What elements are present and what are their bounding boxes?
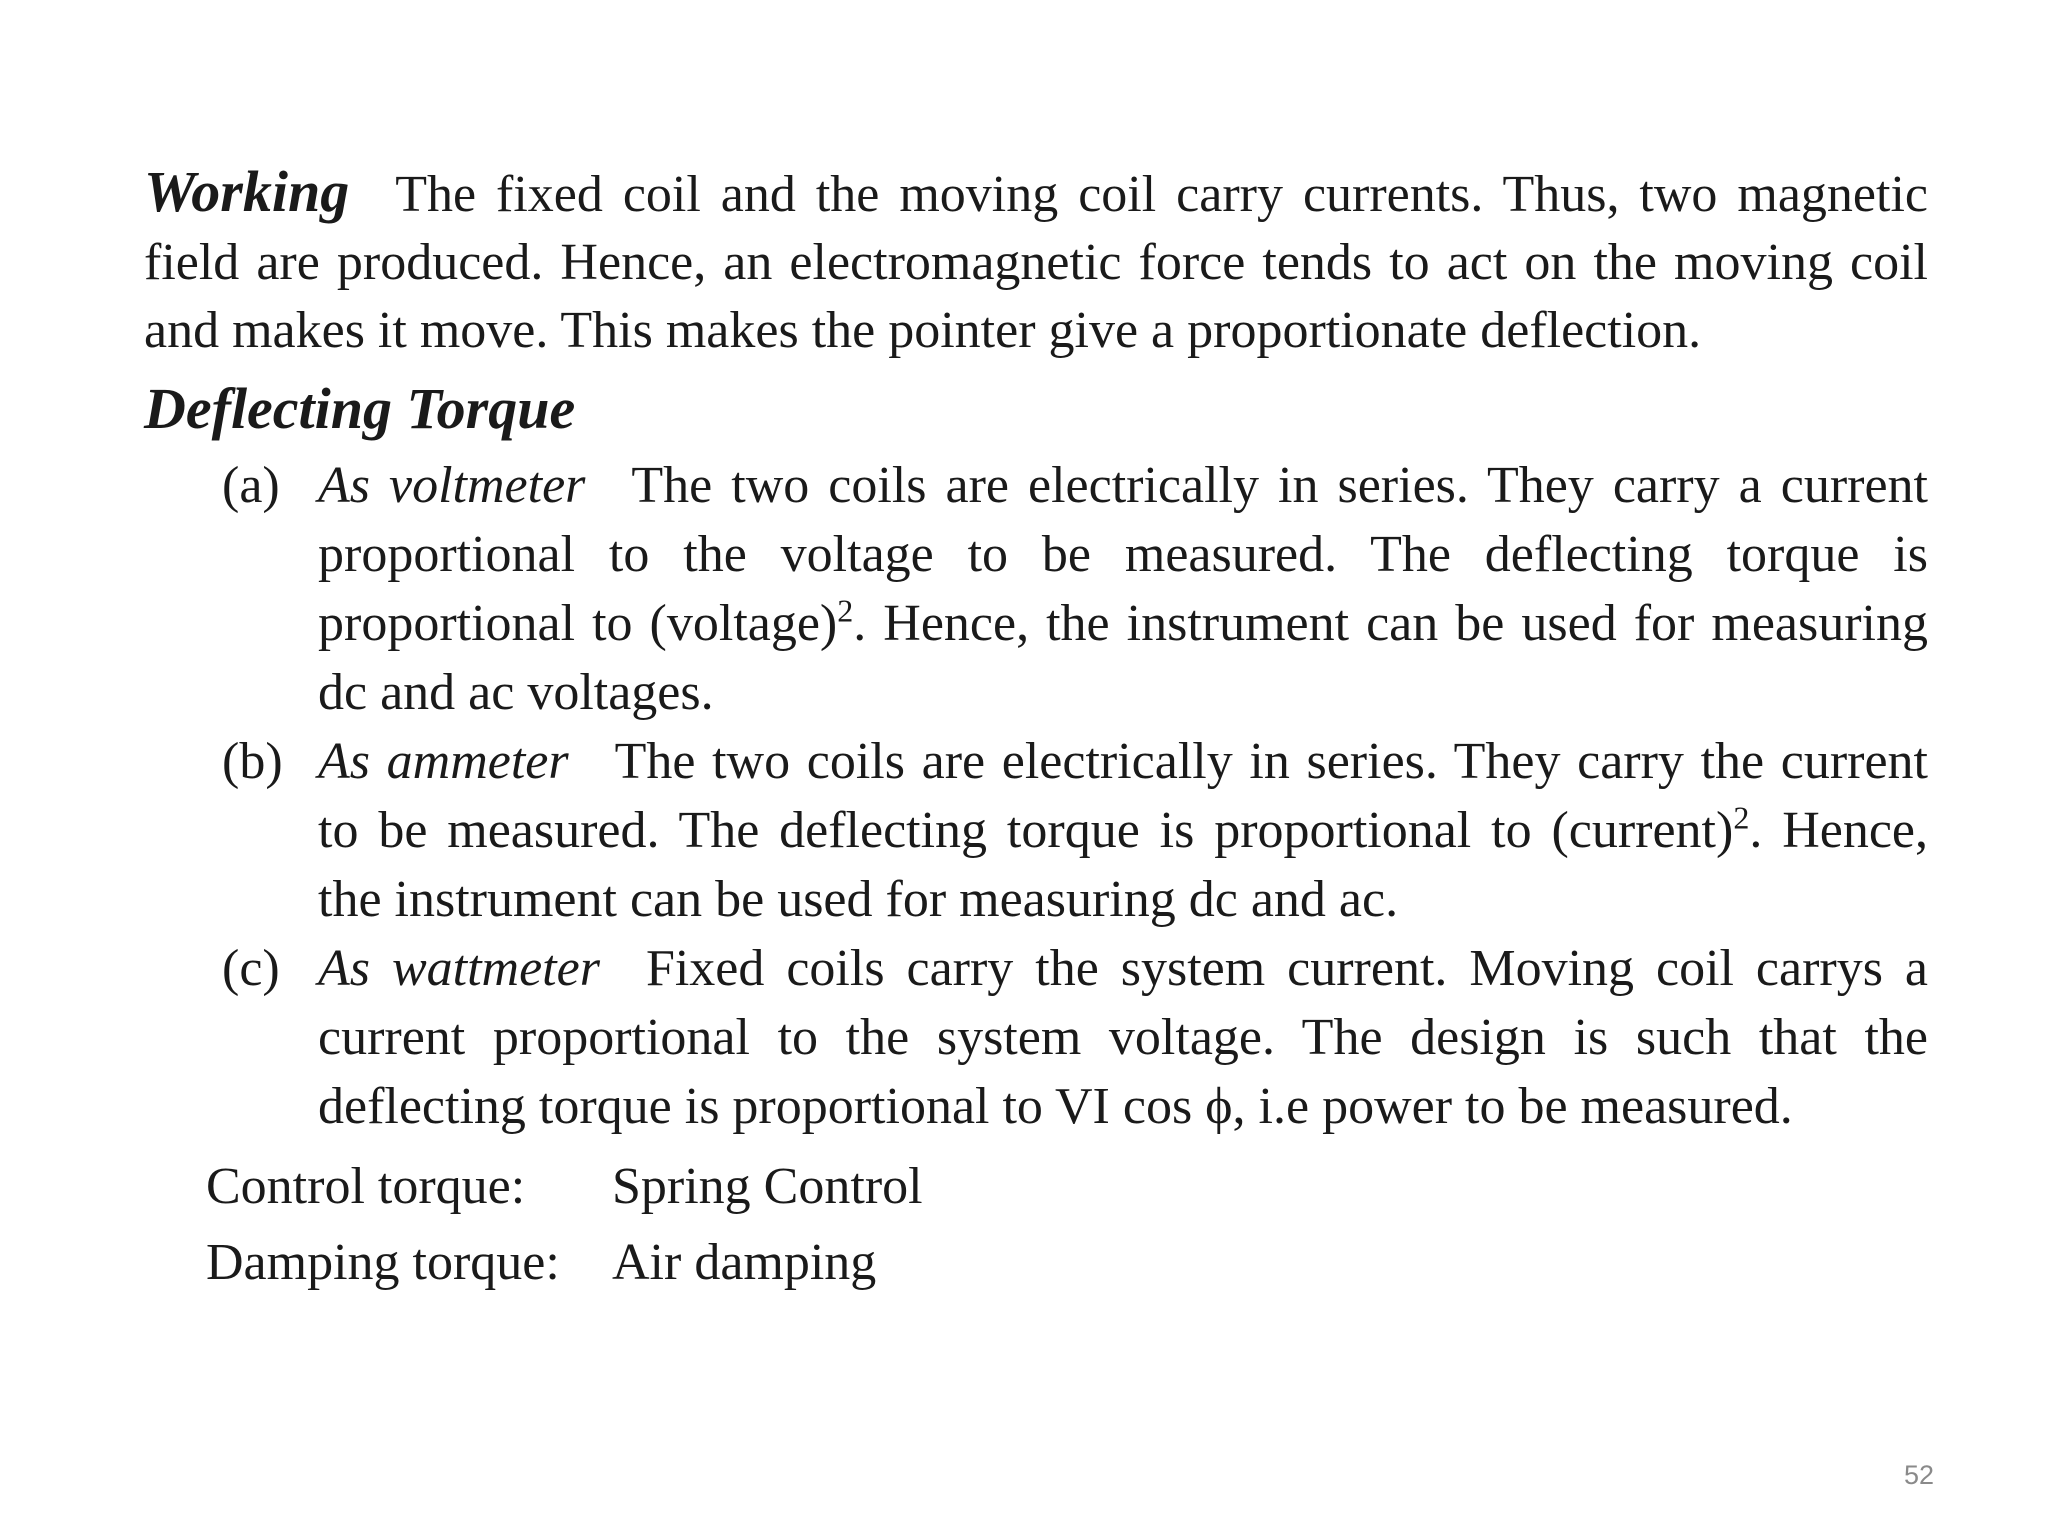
working-text: The fixed coil and the moving coil carry currents. Thus, two magnetic field are produced. Hence, an electromagnetic force tends to act on the moving coil and makes it move. This makes the pointer give a proportionate deflection.: [144, 166, 1928, 359]
damping-torque-label: Damping torque:: [206, 1234, 560, 1291]
deflecting-torque-heading: Deflecting Torque: [144, 376, 576, 441]
list-item-title: As ammeter: [318, 733, 569, 790]
control-torque-row: [206, 1149, 1928, 1225]
list-item-voltmeter: [144, 451, 1928, 727]
list-item-marker: (a): [222, 457, 280, 514]
list-item-text: The two coils are electrically in series. They carry a current proportional to the voltage to be measured. The deflecting torque is proportional to (voltage): [318, 457, 1928, 652]
list-item-title: As wattmeter: [318, 940, 600, 997]
damping-torque-row: [206, 1225, 1928, 1301]
list-item-marker: (c): [222, 940, 280, 997]
working-paragraph: [144, 158, 1928, 365]
list-item-text-continued: . Hence, the instrument can be used for measuring dc and ac voltages.: [318, 595, 1928, 721]
torque-summary: [206, 1149, 1928, 1301]
list-item-text-continued: . Hence, the instrument can be used for measuring dc and ac.: [318, 802, 1928, 928]
control-torque-label: Control torque:: [206, 1158, 526, 1215]
superscript-exponent: 2: [1733, 799, 1750, 836]
page-number: 52: [1903, 1460, 1934, 1490]
slide-content: [144, 158, 1928, 1301]
damping-torque-value: Air damping: [612, 1234, 877, 1291]
list-item-text: Fixed coils carry the system current. Moving coil carrys a current proportional to the system voltage. The design is such that the deflecting torque is proportional to VI cos ϕ, i.e power to be measured.: [318, 940, 1928, 1135]
list-item-text: The two coils are electrically in series. They carry the current to be measured. The deflecting torque is proportional to (current): [318, 733, 1928, 859]
list-item-marker: (b): [222, 733, 283, 790]
superscript-exponent: 2: [837, 592, 854, 629]
working-heading: Working: [144, 159, 350, 224]
list-item-wattmeter: [144, 934, 1928, 1141]
control-torque-value: Spring Control: [612, 1158, 923, 1215]
list-item-title: As voltmeter: [318, 457, 586, 514]
list-item-ammeter: [144, 727, 1928, 934]
deflecting-torque-list: [144, 451, 1928, 1141]
